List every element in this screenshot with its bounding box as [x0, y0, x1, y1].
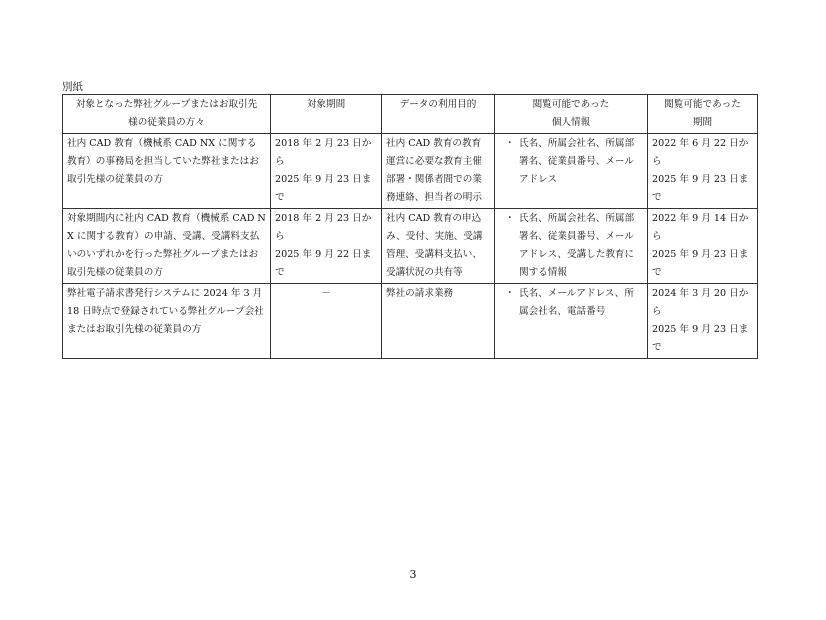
cell-viewable: 2024 年 3 月 20 日から 2025 年 9 月 23 日まで	[648, 284, 758, 359]
attachment-label: 別紙	[62, 81, 83, 93]
table-row	[63, 209, 758, 284]
table-row	[63, 284, 758, 359]
cell-info	[495, 284, 648, 359]
cell-period: 2018 年 2 月 23 日から 2025 年 9 月 23 日まで	[271, 134, 382, 209]
cell-target: 対象期間内に社内 CAD 教育（機械系 CAD NX に関する教育）の申請、受講、受講料支払いのいずれかを行った弊社グループまたはお取引先様の従業員の方	[63, 209, 271, 284]
info-text: 氏名、所属会社名、所属部署名、従業員番号、メールアドレス	[519, 138, 635, 185]
header-purpose: データの利用目的	[382, 95, 495, 134]
info-text: 氏名、所属会社名、所属部署名、従業員番号、メールアドレス、受講した教育に関する情報	[519, 213, 635, 278]
cell-viewable: 2022 年 6 月 22 日から 2025 年 9 月 23 日まで	[648, 134, 758, 209]
cell-purpose: 社内 CAD 教育の教育運営に必要な教育主催部署・関係者間での業務連絡、担当者の明示	[382, 134, 495, 209]
bullet-mark: ・	[505, 213, 515, 224]
bullet-mark: ・	[505, 288, 515, 299]
header-info: 閲覧可能であった 個人情報	[495, 95, 648, 134]
cell-period: －	[271, 284, 382, 359]
personal-info-table	[62, 94, 758, 359]
table-header-row	[63, 95, 758, 134]
page-number: 3	[409, 568, 417, 581]
cell-purpose: 弊社の請求業務	[382, 284, 495, 359]
cell-target: 弊社電子請求書発行システムに 2024 年 3 月 18 日時点で登録されている弊社グループ会社またはお取引先様の従業員の方	[63, 284, 271, 359]
cell-purpose: 社内 CAD 教育の申込み、受付、実施、受講管理、受講料支払い、受講状況の共有等	[382, 209, 495, 284]
header-target: 対象となった弊社グループまたはお取引先 様の従業員の方々	[63, 95, 271, 134]
header-viewable: 閲覧可能であった 期間	[648, 95, 758, 134]
cell-info	[495, 209, 648, 284]
cell-info	[495, 134, 648, 209]
cell-target: 社内 CAD 教育（機械系 CAD NX に関する教育）の事務局を担当していた弊社またはお取引先様の従業員の方	[63, 134, 271, 209]
cell-period: 2018 年 2 月 23 日から 2025 年 9 月 22 日まで	[271, 209, 382, 284]
cell-viewable: 2022 年 9 月 14 日から 2025 年 9 月 23 日まで	[648, 209, 758, 284]
bullet-mark: ・	[505, 138, 515, 149]
info-text: 氏名、メールアドレス、所属会社名、電話番号	[519, 288, 634, 317]
header-period: 対象期間	[271, 95, 382, 134]
table-row	[63, 134, 758, 209]
